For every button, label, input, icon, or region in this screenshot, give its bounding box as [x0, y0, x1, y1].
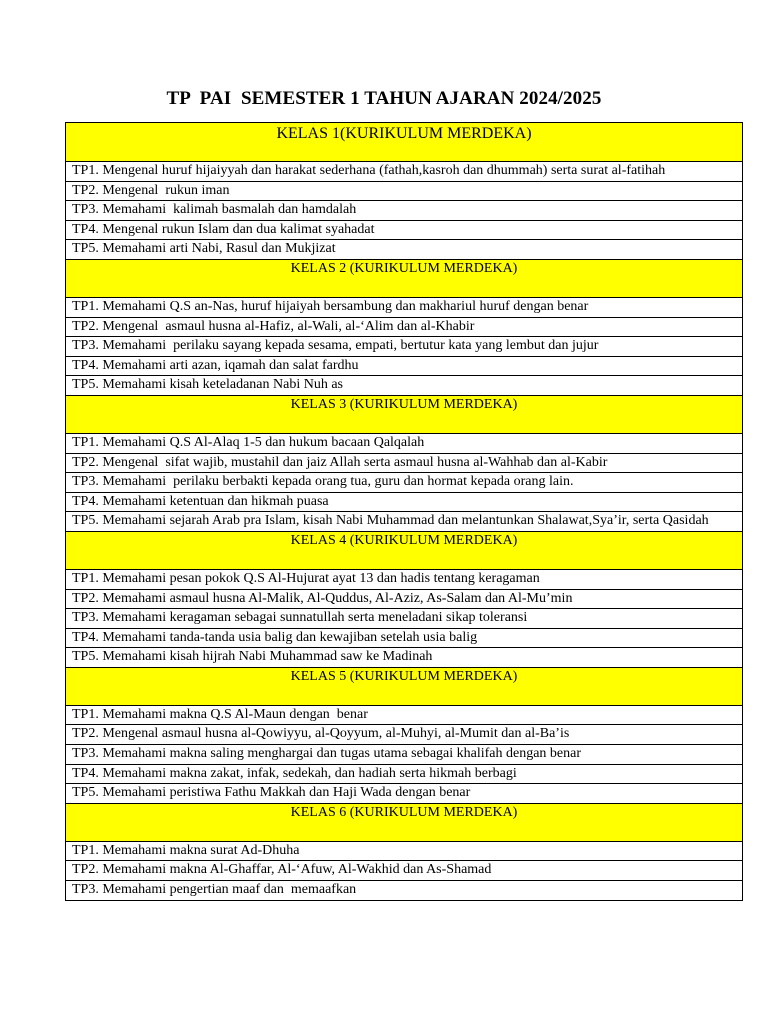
tp-item: TP3. Memahami perilaku berbakti kepada orang tua, guru dan hormat kepada orang lain.: [66, 473, 743, 493]
tp-row: [66, 841, 743, 861]
tp-item: TP3. Memahami pengertian maaf dan memaafkan: [66, 881, 743, 901]
tp-row: [66, 784, 743, 804]
tp-row: [66, 317, 743, 337]
tp-row: [66, 356, 743, 376]
page-title: TP PAI SEMESTER 1 TAHUN AJARAN 2024/2025: [166, 88, 602, 109]
kelas-header: KELAS 4 (KURIKULUM MERDEKA): [66, 531, 743, 569]
tp-item: TP2. Memahami asmaul husna Al-Malik, Al-Quddus, Al-Aziz, As-Salam dan Al-Mu’min: [66, 589, 743, 609]
tp-item: TP5. Memahami kisah hijrah Nabi Muhammad saw ke Madinah: [66, 648, 743, 668]
tp-row: [66, 512, 743, 532]
tp-row: [66, 473, 743, 493]
tp-item: TP5. Memahami arti Nabi, Rasul dan Mukjizat: [66, 240, 743, 260]
tp-row: [66, 220, 743, 240]
tp-row: [66, 162, 743, 182]
tp-item: TP1. Memahami Q.S Al-Alaq 1-5 dan hukum bacaan Qalqalah: [66, 433, 743, 453]
tp-row: [66, 648, 743, 668]
tp-item: TP5. Memahami kisah keteladanan Nabi Nuh as: [66, 376, 743, 396]
kelas-header: KELAS 6 (KURIKULUM MERDEKA): [66, 803, 743, 841]
kelas-header: KELAS 1(KURIKULUM MERDEKA): [66, 123, 743, 162]
tp-item: TP1. Mengenal huruf hijaiyyah dan harakat sederhana (fathah,kasroh dan dhummah) serta surat al-fatihah: [66, 162, 743, 182]
tp-row: [66, 337, 743, 357]
tp-item: TP3. Memahami makna saling menghargai dan tugas utama sebagai khalifah dengan benar: [66, 745, 743, 765]
tp-row: [66, 609, 743, 629]
tp-item: TP5. Memahami peristiwa Fathu Makkah dan Haji Wada dengan benar: [66, 784, 743, 804]
tp-row: [66, 705, 743, 725]
tp-row: [66, 725, 743, 745]
tp-item: TP2. Mengenal rukun iman: [66, 181, 743, 201]
tp-row: [66, 201, 743, 221]
tp-row: [66, 453, 743, 473]
tp-item: TP1. Memahami pesan pokok Q.S Al-Hujurat ayat 13 dan hadis tentang keragaman: [66, 569, 743, 589]
tp-item: TP3. Memahami perilaku sayang kepada sesama, empati, bertutur kata yang lembut dan jujur: [66, 337, 743, 357]
tp-item: TP3. Memahami keragaman sebagai sunnatullah serta meneladani sikap toleransi: [66, 609, 743, 629]
tp-row: [66, 181, 743, 201]
tp-row: [66, 589, 743, 609]
kelas-header-row: [66, 803, 743, 841]
tp-table: [65, 122, 743, 901]
tp-item: TP1. Memahami Q.S an-Nas, huruf hijaiyah bersambung dan makhariul huruf dengan benar: [66, 297, 743, 317]
kelas-header-row: [66, 259, 743, 297]
tp-item: TP4. Memahami arti azan, iqamah dan salat fardhu: [66, 356, 743, 376]
tp-row: [66, 376, 743, 396]
tp-row: [66, 881, 743, 901]
kelas-header-row: [66, 395, 743, 433]
tp-item: TP5. Memahami sejarah Arab pra Islam, kisah Nabi Muhammad dan melantunkan Shalawat,Sya’ir, serta Qasidah: [66, 512, 743, 532]
tp-table-body: [66, 123, 743, 901]
tp-item: TP2. Mengenal asmaul husna al-Hafiz, al-Wali, al-‘Alim dan al-Khabir: [66, 317, 743, 337]
tp-row: [66, 628, 743, 648]
tp-row: [66, 297, 743, 317]
tp-item: TP1. Memahami makna Q.S Al-Maun dengan benar: [66, 705, 743, 725]
tp-item: TP4. Memahami tanda-tanda usia balig dan kewajiban setelah usia balig: [66, 628, 743, 648]
tp-item: TP4. Memahami makna zakat, infak, sedekah, dan hadiah serta hikmah berbagi: [66, 764, 743, 784]
kelas-header-row: [66, 123, 743, 162]
tp-item: TP1. Memahami makna surat Ad-Dhuha: [66, 841, 743, 861]
tp-row: [66, 240, 743, 260]
tp-item: TP2. Memahami makna Al-Ghaffar, Al-‘Afuw, Al-Wakhid dan As-Shamad: [66, 861, 743, 881]
tp-item: TP3. Memahami kalimah basmalah dan hamdalah: [66, 201, 743, 221]
kelas-header-row: [66, 531, 743, 569]
tp-row: [66, 492, 743, 512]
kelas-header: KELAS 2 (KURIKULUM MERDEKA): [66, 259, 743, 297]
tp-row: [66, 433, 743, 453]
tp-item: TP2. Mengenal sifat wajib, mustahil dan jaiz Allah serta asmaul husna al-Wahhab dan al-Kabir: [66, 453, 743, 473]
kelas-header: KELAS 5 (KURIKULUM MERDEKA): [66, 667, 743, 705]
tp-item: TP4. Mengenal rukun Islam dan dua kalimat syahadat: [66, 220, 743, 240]
tp-item: TP2. Mengenal asmaul husna al-Qowiyyu, al-Qoyyum, al-Muhyi, al-Mumit dan al-Ba’is: [66, 725, 743, 745]
tp-row: [66, 745, 743, 765]
tp-row: [66, 764, 743, 784]
kelas-header-row: [66, 667, 743, 705]
tp-item: TP4. Memahami ketentuan dan hikmah puasa: [66, 492, 743, 512]
tp-row: [66, 569, 743, 589]
tp-row: [66, 861, 743, 881]
kelas-header: KELAS 3 (KURIKULUM MERDEKA): [66, 395, 743, 433]
